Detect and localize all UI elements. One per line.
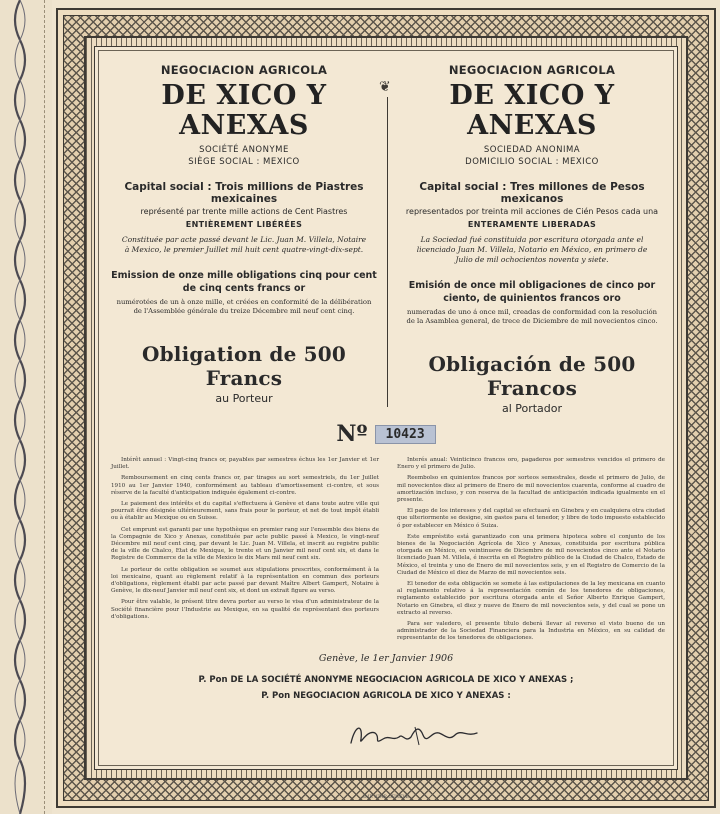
signatory-line-es: P. Pon NEGOCIACION AGRICOLA DE XICO Y ANEXAS : [261,691,511,701]
fleuron-ornament: ❦ [379,79,391,95]
capital-sub-es: representados por treinta mil acciones de Cién Pesos cada una [405,207,659,216]
term-paragraph: Cet emprunt est garanti par une hypothèque en premier rang sur l'ensemble des biens de la Compagnie de Xico y Anexas, constituée par acte public passé à Mexico, le vingt-neuf Décembre mil neuf cent cinq, par devant le Lic. Juan M. Villela, et inscrit au registre public de la ville de Chalco, Etat de Mexique, le trente et un Janvier mil neuf cent six, et dans le Registre de Commerce de la ville de Mexico le dix Mars mil neuf cent six. [111,526,379,562]
seat-es: DOMICILIO SOCIAL : MEXICO [465,157,599,167]
printer-imprint: IMP. ATAR GENÈVE [363,795,409,800]
guilloche-border [63,15,709,801]
stub-wave-border [8,0,32,814]
emission-detail-es: numeradas de uno á once mil, creadas de conformidad con la resolución de la Asamblea general, de trece de Diciembre de mil novecientos cinco. [406,308,658,325]
term-paragraph: Interés anual: Veinticinco francos oro, pagaderos por semestres vencidos el primero de Enero y el primero de Julio. [397,457,665,471]
coupon-stub [0,0,52,814]
company-type-fr: SOCIÉTÉ ANONYME [199,145,289,155]
capital-fr: Capital social : Trois millions de Piastres mexicaines [124,181,364,205]
seat-fr: SIÈGE SOCIAL : MEXICO [188,157,300,167]
company-top-fr: NEGOCIACION AGRICOLA [160,63,328,77]
number-label: Nº [336,421,368,447]
company-top-es: NEGOCIACION AGRICOLA [448,63,616,77]
column-divider [387,97,388,407]
company-name-fr: DE XICO Y ANEXAS [161,80,327,141]
signature-image [345,719,485,753]
term-paragraph: Le paiement des intérêts et du capital s'effectuera à Genève et dans toute autre ville qui pourrait être désignée ultérieurement, sans frais pour le porteur, et net de tout impôt établi ou à établir au Mexique ou en Suisse. [111,501,379,522]
term-paragraph: Pour être valable, le présent titre devra porter au verso le visa d'un administrateur de la Société financière pour l'Industrie au Mexique, en sa qualité de représentant des porteurs d'obligations. [111,599,379,620]
place-and-date: Genève, le 1er Janvier 1906 [318,653,454,664]
number-value: 10423 [375,425,436,444]
french-column [109,59,379,405]
term-paragraph: Remboursement en cinq cents francs or, par tirages au sort semestriels, du 1er Juillet 1910 au 1er Janvier 1940, conformément au tableau d'amortissement ci-contre, et sous réserve de la faculté d'anticipation indiquée également ci-contre. [111,475,379,496]
paid-up-es: ENTERAMENTE LIBERADAS [467,220,597,229]
company-type-es: SOCIEDAD ANONIMA [483,145,581,155]
company-name-es: DE XICO Y ANEXAS [449,80,615,141]
serial-number [95,421,677,447]
bearer-fr: au Porteur [215,392,273,405]
obligation-title-fr: Obligation de 500 Francs [141,342,347,390]
bond-certificate [56,8,716,808]
term-paragraph: Reembolso en quinientos francos por sorteos semestrales, desde el primero de Julio, de mil novecientos diez al primero de Enero de mil novecientos cuarenta, conforme al cuadro de amortización incluso, y con reserva de la facultad de anticipación indicada igualmente en el presente. [397,475,665,504]
spanish-column [397,59,667,415]
signatory-line-fr: P. Pon DE LA SOCIÉTÉ ANONYME NEGOCIACION AGRICOLA DE XICO Y ANEXAS ; [198,675,574,685]
perforation-line [44,0,51,814]
obligation-title-es: Obligación de 500 Francos [428,352,636,400]
emission-fr: Emission de onze mille obligations cinq pour cent de cinq cents francs or [111,270,377,294]
inner-border [84,36,688,800]
term-paragraph: Intérêt annuel : Vingt-cinq francs or, payables par semestres échus les 1er Janvier et 1er Juillet. [111,457,379,471]
terms-es [397,457,665,647]
constitution-fr: Constituée par acte passé devant le Lic. Juan M. Villela, Notaire à Mexico, le premier Juillet mil huit cent quatre-vingt-dix-sept. [121,235,367,254]
term-paragraph: El pago de los intereses y del capital se efectuará en Ginebra y en cualquiera otra ciudad que ulteriormente se designe, sin gastos para el tenedor, y libre de todo impuesto establecido ó por establecer en México ó Suiza. [397,508,665,529]
paid-up-fr: ENTIÈREMENT LIBÉRÉES [185,220,303,229]
capital-sub-fr: représenté par trente mille actions de Cent Piastres [140,207,348,216]
emission-detail-fr: numérotées de un à onze mille, et créées en conformité de la délibération de l'Assemblée générale du treize Décembre mil neuf cent cinq. [116,298,372,315]
capital-es: Capital social : Tres millones de Pesos mexicanos [419,181,645,205]
term-paragraph: Para ser valedero, el presente título deberá llevar al reverso el visto bueno de un administrador de la Sociedad Financiera para la Industria en México, en su calidad de representante de los tenedores de obligaciones. [397,621,665,642]
constitution-es: La Sociedad fué constituida por escritura otorgada ante el licenciado Juan M. Villela, Notario en México, en primero de Julio de mil ochocientos noventa y siete. [416,235,648,264]
terms-fr [111,457,379,625]
term-paragraph: Este empréstito está garantizado con una primera hipoteca sobre el conjunto de los bienes de la Negociación Agrícola de Xico y Anexas, constituida por escritura pública otorgada en México, en veintinueve de Diciembre de mil novecientos cinco ante el Notario licenciado Juan M. Villela, é inscrita en el Registro público de la Ciudad de Chalco, Estado de México, el treinta y uno de Enero de mil novecientos seis, y en el Registro de Comercio de la Ciudad de México el diez de Marzo de mil novecientos seis. [397,533,665,576]
emission-es: Emisión de once mil obligaciones de cinco por ciento, de quinientos francos oro [408,280,656,304]
bearer-es: al Portador [501,402,563,415]
text-panel [94,46,678,800]
term-paragraph: Le porteur de cette obligation se soumet aux stipulations prescrites, conformément à la loi mexicaine, quant au règlement relatif à la représentation en commun des porteurs d'obligations, règlement établi par acte passé par devant Maître Albert Gampert, Notaire à Genève, le dix-neuf Janvier mil neuf cent six, et dont un extrait figure au verso. [111,566,379,595]
term-paragraph: El tenedor de esta obligación se somete á las estipulaciones de la ley mexicana en cuanto al reglamento relativo á la representación común de los tenedores de obligaciones, reglamento establecido por escritura otorgada ante el Señor Alberto Enrique Gampert, Notario en Ginebra, el diez y nueve de Enero de mil novecientos seis, y del cual se pone un extracto al reverso. [397,581,665,616]
